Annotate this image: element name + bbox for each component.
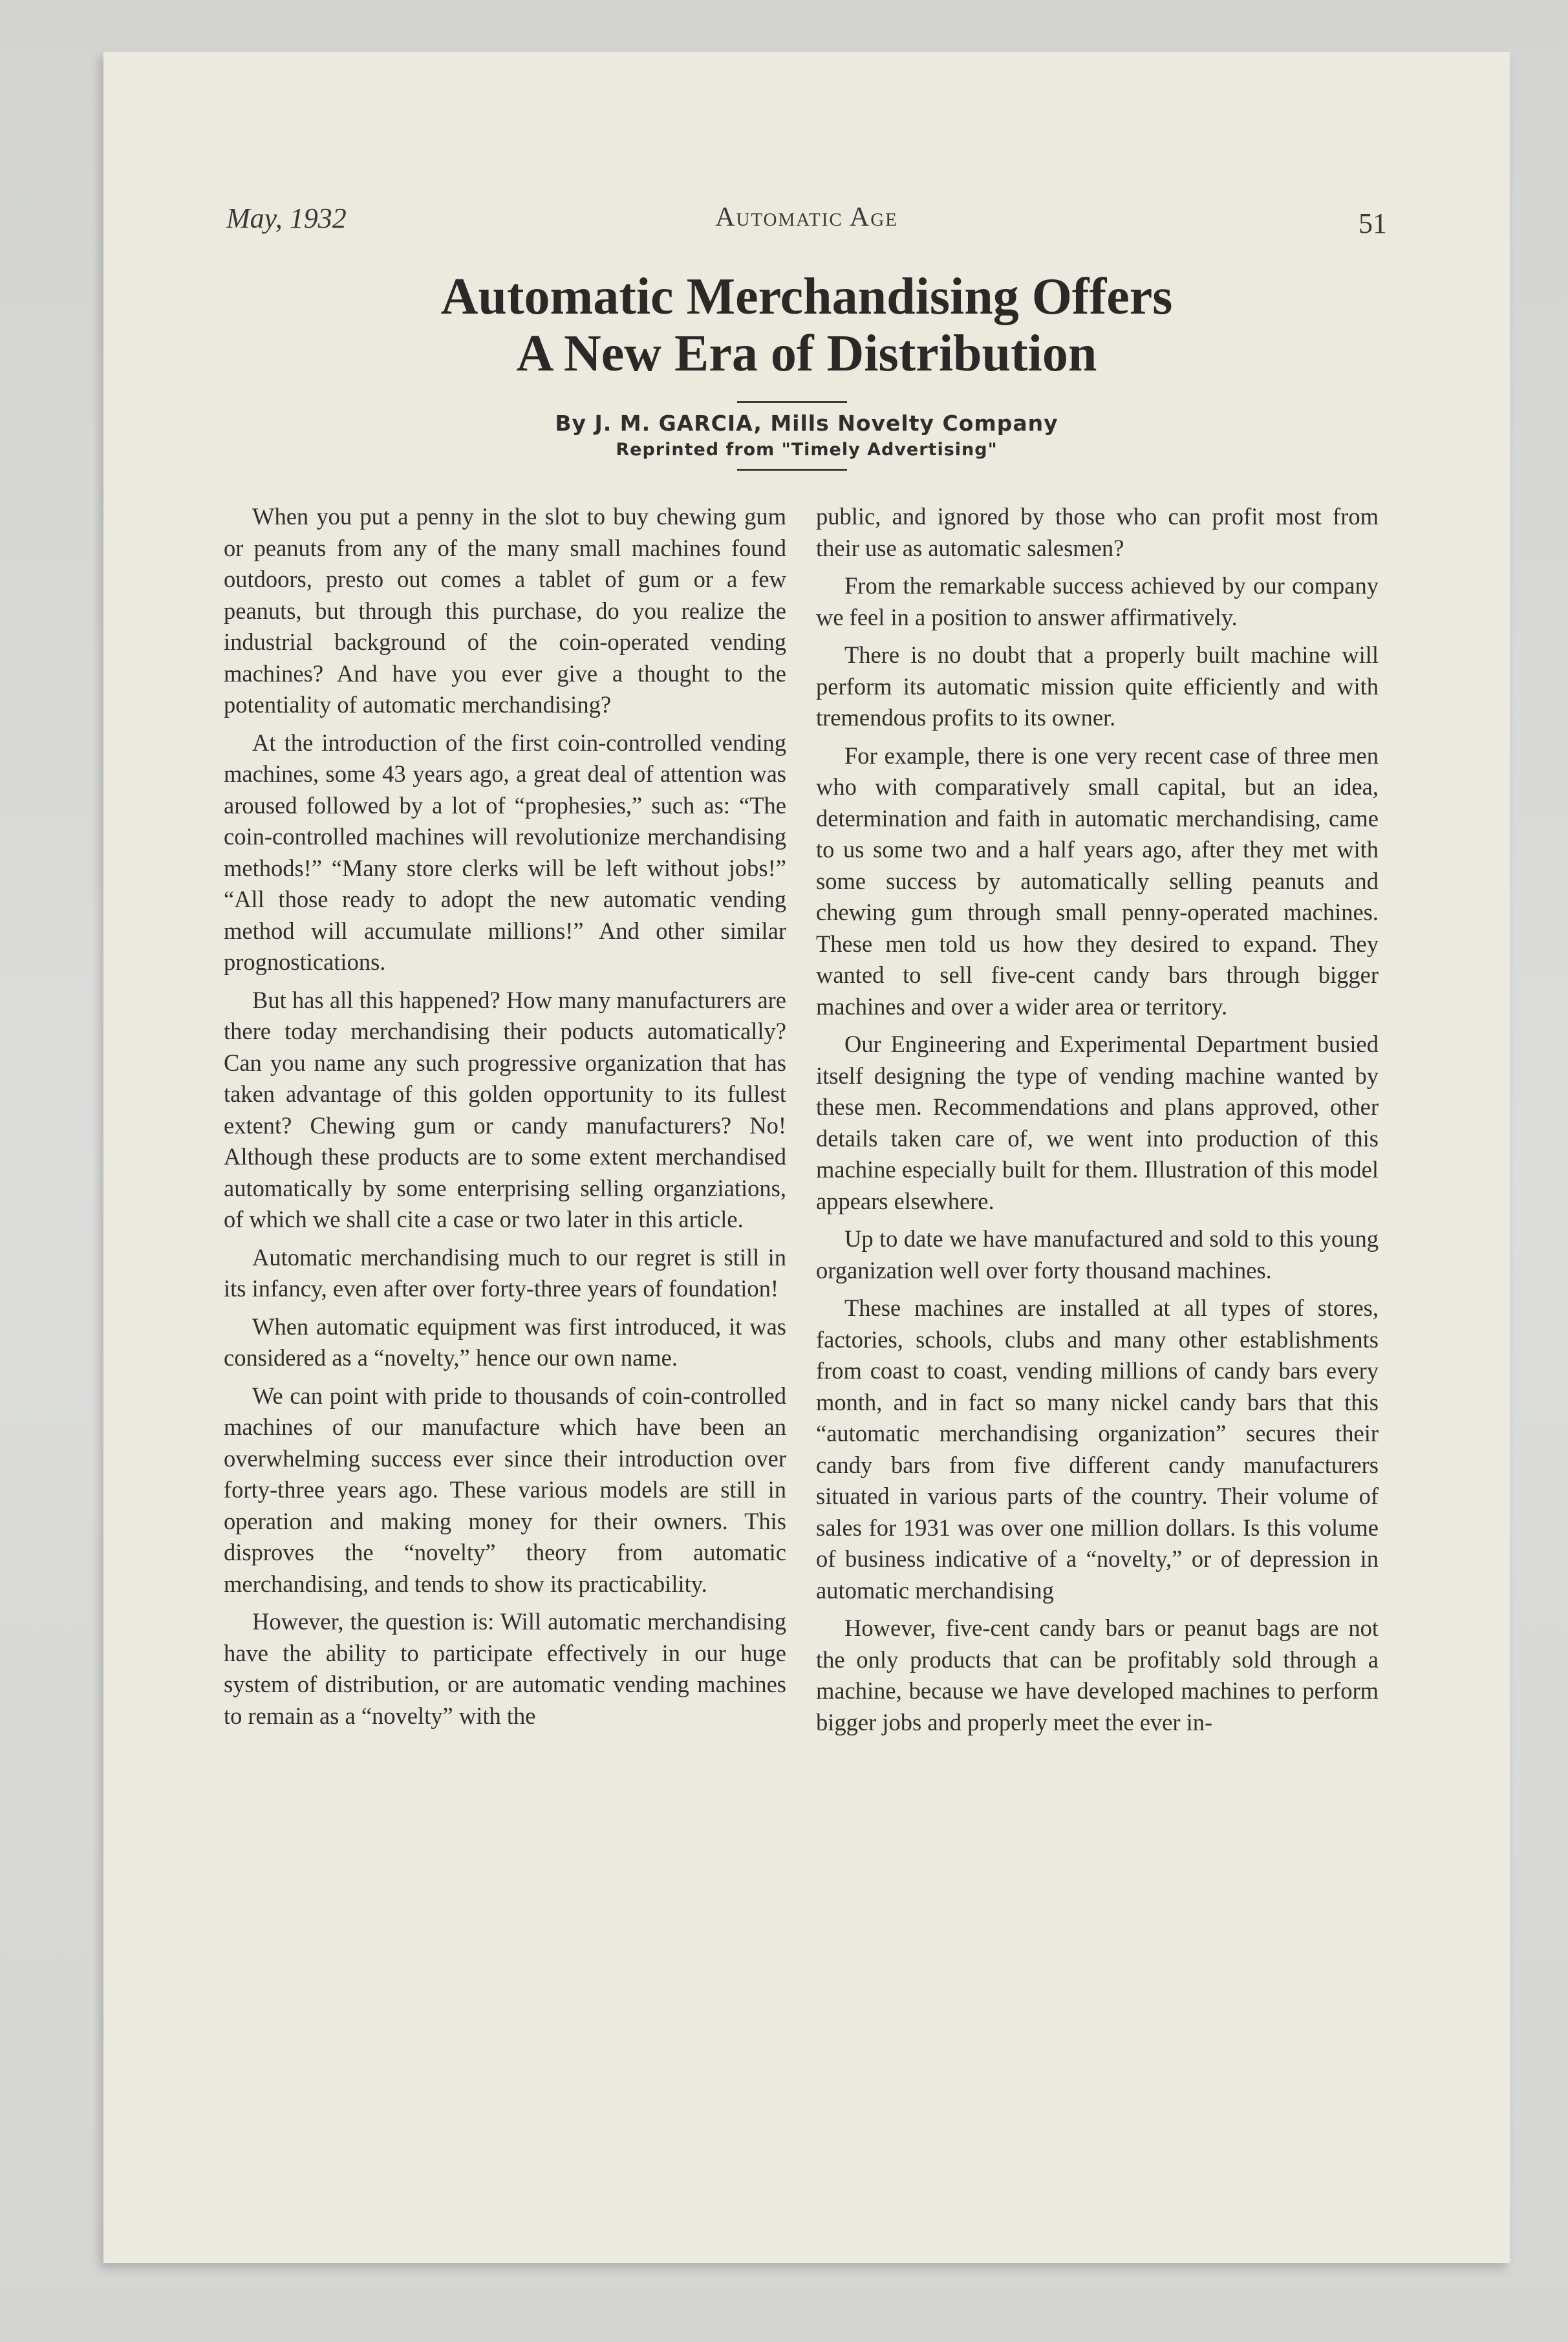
right-column bbox=[816, 501, 1379, 1745]
paragraph-continued: public, and ignored by those who can profit most from their use as automatic salesmen? bbox=[816, 503, 1379, 561]
paragraph: From the remarkable success achieved by our company we feel in a position to answer affirmatively. bbox=[816, 572, 1379, 630]
title-line-2: A New Era of Distribution bbox=[516, 325, 1097, 382]
title-line-1: Automatic Merchandising Offers bbox=[440, 268, 1173, 325]
journal-name: Automatic Age bbox=[715, 202, 898, 232]
title-divider-top bbox=[737, 401, 847, 403]
paragraph: But has all this happened? How many manufacturers are there today merchandising their poducts automatically? Can you name any such progressive organization that has taken advantage of this golden opportunity to its fullest extent? Chewing gum or candy manufacturers? No! Although these products are to some extent merchandised automatically by some enterprising selling organziations, of which we shall cite a case or two later in this article. bbox=[224, 986, 786, 1232]
paragraph: There is no doubt that a properly built machine will perform its automatic mission quite efficiently and with tremendous profits to its owner. bbox=[816, 641, 1379, 731]
paragraph: When automatic equipment was first introduced, it was considered as a “novelty,” hence our own name. bbox=[224, 1313, 786, 1371]
paragraph: These machines are installed at all types of stores, factories, schools, clubs and many other establishments from coast to coast, vending millions of candy bars every month, and in fact so many nickel candy bars that this “automatic merchandising organization” secures their candy bars from five different candy manufacturers situated in various parts of the country. Their volume of sales for 1931 was over one million dollars. Is this volume of business indicative of a “novelty,” or of depression in automatic merchandising bbox=[816, 1295, 1379, 1604]
paragraph: At the introduction of the first coin-controlled vending machines, some 43 years ago, a great deal of attention was aroused followed by a lot of “prophesies,” such as: “The coin-controlled machines will revolutionize merchandising methods!” “Many store clerks will be left without jobs!” “All those ready to adopt the new automatic vending method will accumulate millions!” And other similar prognostications. bbox=[224, 729, 786, 975]
issue-date: May, 1932 bbox=[226, 202, 347, 234]
paragraph: However, the question is: Will automatic merchandising have the ability to participate effectively in our huge system of distribution, or are automatic vending machines to remain as a “novelty” with the bbox=[224, 1608, 786, 1729]
paragraph: Up to date we have manufactured and sold to this young organization well over forty thousand machines. bbox=[816, 1225, 1379, 1284]
left-column bbox=[224, 501, 786, 1738]
paragraph: Our Engineering and Experimental Department busied itself designing the type of vending machine wanted by these men. Recommendations and plans approved, other details taken care of, we went into production of this machine especially built for them. Illustration of this model appears elsewhere. bbox=[816, 1031, 1379, 1214]
paragraph: However, five-cent candy bars or peanut bags are not the only products that can be profitably sold through a machine, because we have developed machines to perform bigger jobs and properly meet the ever in- bbox=[816, 1615, 1379, 1735]
page-number: 51 bbox=[1359, 208, 1387, 239]
magazine-page bbox=[103, 52, 1510, 2263]
paragraph: When you put a penny in the slot to buy chewing gum or peanuts from any of the many small machines found outdoors, presto out comes a tablet of gum or a few peanuts, but through this purchase, do you realize the industrial background of the coin-operated vending machines? And have you ever give a thought to the potentiality of automatic merchandising? bbox=[224, 503, 786, 718]
running-head bbox=[226, 202, 1387, 247]
paragraph: For example, there is one very recent case of three men who with comparatively small capital, but an idea, determination and faith in automatic merchandising, came to us some two and a half years ago, after they met with some success by automatically selling peanuts and chewing gum through small penny-operated machines. These men told us how they desired to expand. They wanted to sell five-cent candy bars through bigger machines and over a wider area or territory. bbox=[816, 742, 1379, 1020]
author-byline: By J. M. GARCIA, Mills Novelty Company bbox=[555, 411, 1058, 436]
reprint-note: Reprinted from "Timely Advertising" bbox=[616, 440, 998, 460]
title-divider-bottom bbox=[737, 469, 847, 471]
paragraph: We can point with pride to thousands of coin-controlled machines of our manufacture which have been an overwhelming success ever since their introduction over forty-three years ago. These various models are still in operation and making money for their owners. This disproves the “novelty” theory from automatic merchandising, and tends to show its practicability. bbox=[224, 1382, 786, 1597]
article-title bbox=[103, 268, 1510, 382]
paragraph: Automatic merchandising much to our regret is still in its infancy, even after over forty-three years of foundation! bbox=[224, 1243, 786, 1302]
